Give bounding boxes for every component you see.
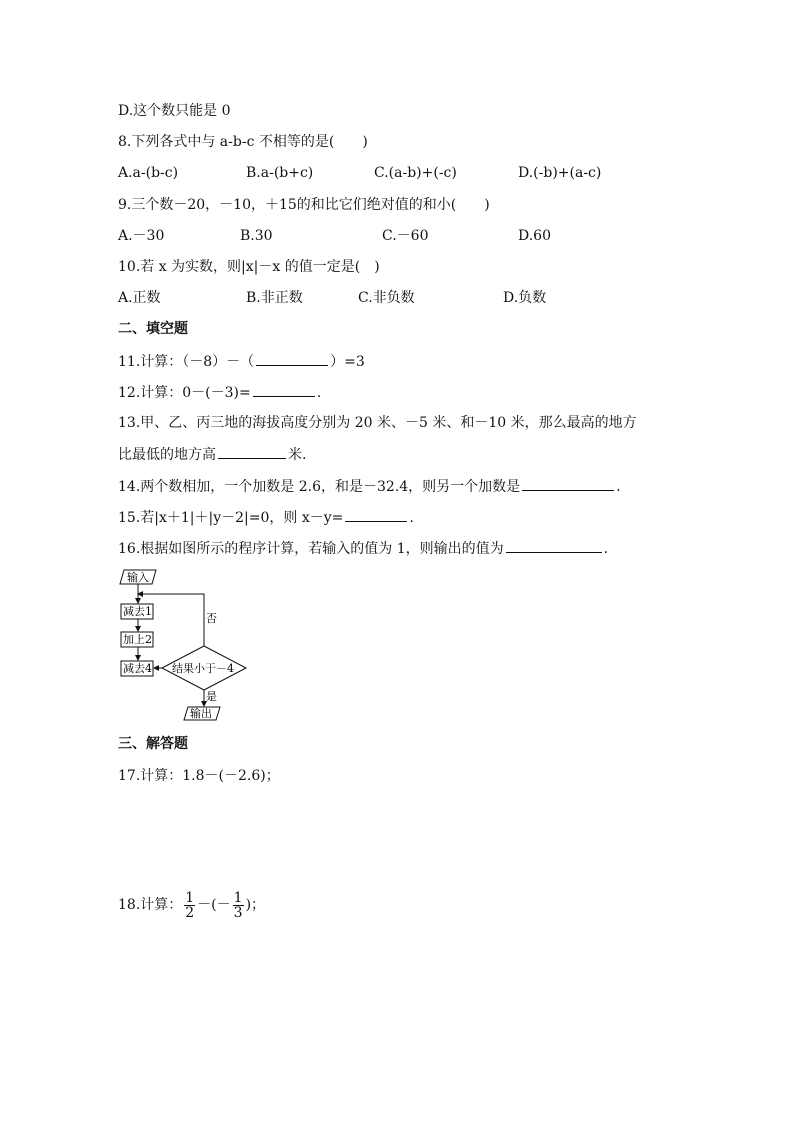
q9-option-a: A.－30 <box>118 228 165 244</box>
q12-after: . <box>316 385 322 401</box>
q18-mid: －(－ <box>197 897 231 913</box>
q16-before: 16.根据如图所示的程序计算，若输入的值为 1，则输出的值为 <box>118 541 504 557</box>
q12-before: 12.计算：0－(－3)= <box>118 385 251 401</box>
q16 <box>118 538 608 559</box>
flow-step3-label: 减去4 <box>123 662 152 675</box>
q14 <box>118 476 621 497</box>
q18-prefix: 18.计算： <box>118 897 183 913</box>
q9-option-b: B.30 <box>240 228 273 244</box>
program-flowchart <box>116 566 256 724</box>
q13-answer-blank[interactable] <box>218 444 286 459</box>
q14-before: 14.两个数相加，一个加数是 2.6，和是－32.4，则另一个加数是 <box>118 479 521 495</box>
q17: 17.计算：1.8－(－2.6)； <box>118 768 280 784</box>
q8-option-c: C.(a-b)+(-c) <box>374 165 457 181</box>
frac2-numerator: 1 <box>233 889 243 906</box>
q10-option-d: D.负数 <box>503 290 547 306</box>
q13-line2 <box>118 444 306 465</box>
q7-option-d: D.这个数只能是 0 <box>118 103 231 119</box>
fraction-one-half <box>184 891 195 920</box>
q12-answer-blank[interactable] <box>253 382 315 397</box>
q10-option-a: A.正数 <box>118 290 161 306</box>
q18-suffix: )； <box>245 897 266 913</box>
flow-decision-label: 结果小于－4 <box>172 662 234 675</box>
q13-line1: 13.甲、乙、丙三地的海拔高度分别为 20 米、－5 米、和－10 米，那么最高的地方 <box>118 415 637 431</box>
q9-option-c: C.－60 <box>382 228 429 244</box>
q15 <box>118 507 414 528</box>
flow-step1-label: 减去1 <box>123 605 152 618</box>
q8-stem: 8.下列各式中与 a-b-c 不相等的是( ) <box>118 134 368 150</box>
q15-answer-blank[interactable] <box>345 507 407 522</box>
q15-before: 15.若|x＋1|＋|y－2|=0，则 x－y= <box>118 510 344 526</box>
section-title-solutions: 三、解答题 <box>118 736 188 752</box>
q8-option-d: D.(-b)+(a-c) <box>518 165 602 181</box>
q8-option-a: A.a-(b-c) <box>118 165 179 181</box>
q14-after: . <box>616 479 621 495</box>
q11-after: ）=3 <box>330 354 365 370</box>
q18 <box>118 890 265 920</box>
flow-input-label: 输入 <box>127 571 149 584</box>
section-title-fill-in: 二、填空题 <box>118 321 188 337</box>
q11-answer-blank[interactable] <box>256 351 328 366</box>
q10-option-c: C.非负数 <box>358 290 415 306</box>
q11-before: 11.计算：（－8）－（ <box>118 354 255 370</box>
frac1-numerator: 1 <box>185 889 195 906</box>
q13-before: 比最低的地方高 <box>118 447 216 463</box>
fraction-one-third <box>233 891 244 920</box>
flow-output-label: 输出 <box>190 707 212 720</box>
q12 <box>118 382 321 403</box>
q10-option-b: B.非正数 <box>246 290 303 306</box>
q9-option-d: D.60 <box>518 228 551 244</box>
q8-option-b: B.a-(b+c) <box>246 165 314 181</box>
flow-step2-label: 加上2 <box>123 633 152 646</box>
q10-stem: 10.若 x 为实数，则|x|－x 的值一定是( ) <box>118 259 380 275</box>
frac1-denominator: 2 <box>185 904 195 921</box>
q16-answer-blank[interactable] <box>506 538 602 553</box>
flow-yes-label: 是 <box>206 690 217 703</box>
q11 <box>118 351 365 372</box>
q15-after: . <box>409 510 414 526</box>
frac2-denominator: 3 <box>233 904 243 921</box>
q16-after: . <box>603 541 609 557</box>
q13-after: 米. <box>288 447 307 463</box>
flow-no-label: 否 <box>206 612 217 625</box>
q14-answer-blank[interactable] <box>522 476 614 491</box>
q9-stem: 9.三个数－20，－10，＋15的和比它们绝对值的和小( ) <box>118 197 490 213</box>
